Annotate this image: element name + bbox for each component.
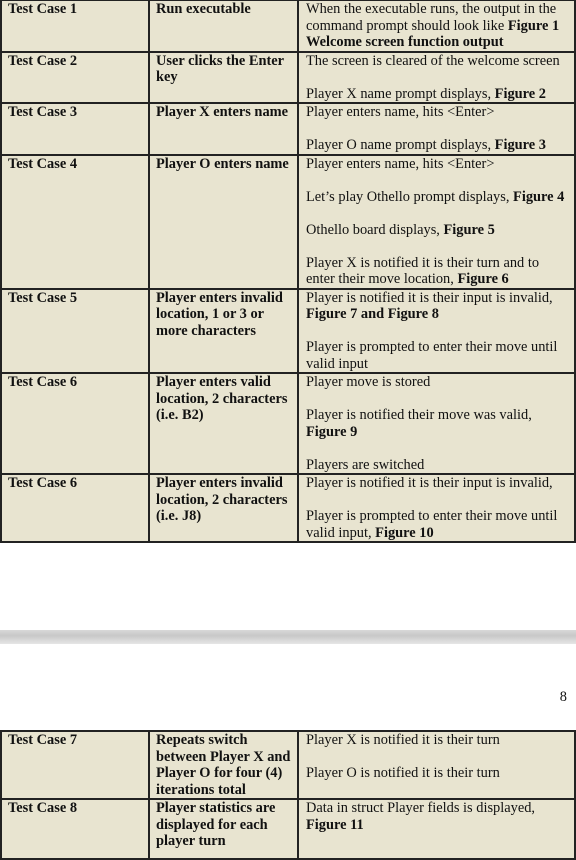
test-case-action: Repeats switch between Player X and Player O for four (4) iterations total bbox=[149, 731, 298, 799]
page-number: 8 bbox=[559, 689, 567, 705]
test-case-id: Test Case 4 bbox=[1, 155, 149, 289]
test-case-action: Player enters invalid location, 1 or 3 or more characters bbox=[149, 289, 298, 374]
test-case-id: Test Case 7 bbox=[1, 731, 149, 799]
result-line: Data in struct Player fields is displayed, Figure 11 bbox=[306, 800, 535, 833]
table-row bbox=[1, 731, 575, 799]
result-line: Player X is notified it is their turn and to enter their move location, Figure 6 bbox=[306, 254, 540, 287]
test-case-result bbox=[298, 155, 575, 289]
result-line: Player O name prompt displays, Figure 3 bbox=[306, 137, 546, 153]
result-line: Player enters name, hits <Enter> bbox=[306, 155, 495, 172]
result-line: Othello board displays, Figure 5 bbox=[306, 221, 495, 238]
test-case-table-page-2 bbox=[0, 730, 576, 860]
table-row bbox=[1, 52, 575, 104]
test-case-id: Test Case 6 bbox=[1, 373, 149, 474]
result-line: Player is prompted to enter their move until valid input bbox=[306, 339, 558, 372]
table-row bbox=[1, 0, 575, 52]
test-case-result bbox=[298, 52, 575, 104]
test-case-result bbox=[298, 0, 575, 52]
table-row bbox=[1, 103, 575, 155]
test-case-action: Run executable bbox=[149, 0, 298, 52]
test-case-action: User clicks the Enter key bbox=[149, 52, 298, 104]
test-case-id: Test Case 6 bbox=[1, 474, 149, 542]
table-row bbox=[1, 799, 575, 859]
test-case-action: Player X enters name bbox=[149, 103, 298, 155]
test-case-action: Player enters valid location, 2 characters (i.e. B2) bbox=[149, 373, 298, 474]
result-line: Player is prompted to enter their move until valid input, Figure 10 bbox=[306, 508, 558, 541]
page-break-divider bbox=[0, 630, 576, 644]
result-line: Player X is notified it is their turn bbox=[306, 732, 500, 748]
result-line: Players are switched bbox=[306, 456, 425, 473]
result-line: Player move is stored bbox=[306, 374, 431, 390]
result-line: Player is notified it is their input is invalid, bbox=[306, 475, 553, 491]
test-case-result bbox=[298, 474, 575, 542]
result-line: When the executable runs, the output in the command prompt should look like Figure 1 Welcome screen function output bbox=[306, 1, 560, 50]
test-case-action: Player O enters name bbox=[149, 155, 298, 289]
test-case-id: Test Case 1 bbox=[1, 0, 149, 52]
result-line: Player O is notified it is their turn bbox=[306, 765, 500, 781]
test-case-result bbox=[298, 799, 575, 859]
test-case-action: Player enters invalid location, 2 characters (i.e. J8) bbox=[149, 474, 298, 542]
test-case-id: Test Case 3 bbox=[1, 103, 149, 155]
test-case-result bbox=[298, 373, 575, 474]
result-line: Player X name prompt displays, Figure 2 bbox=[306, 85, 546, 102]
result-line: Player is notified it is their input is invalid, Figure 7 and Figure 8 bbox=[306, 289, 553, 322]
table-row bbox=[1, 155, 575, 289]
test-case-result bbox=[298, 731, 575, 799]
test-case-id: Test Case 8 bbox=[1, 799, 149, 859]
table-row bbox=[1, 289, 575, 374]
test-case-id: Test Case 2 bbox=[1, 52, 149, 104]
result-line: Player is notified their move was valid, Figure 9 bbox=[306, 407, 532, 440]
result-line: The screen is cleared of the welcome screen bbox=[306, 52, 560, 69]
table-body bbox=[1, 0, 575, 542]
test-case-result bbox=[298, 103, 575, 155]
result-line: Player enters name, hits <Enter> bbox=[306, 104, 495, 120]
test-case-result bbox=[298, 289, 575, 374]
test-case-id: Test Case 5 bbox=[1, 289, 149, 374]
test-case-action: Player statistics are displayed for each player turn bbox=[149, 799, 298, 859]
table-row bbox=[1, 474, 575, 542]
table-body bbox=[1, 731, 575, 859]
table-row bbox=[1, 373, 575, 474]
result-line: Let’s play Othello prompt displays, Figure 4 bbox=[306, 188, 565, 205]
